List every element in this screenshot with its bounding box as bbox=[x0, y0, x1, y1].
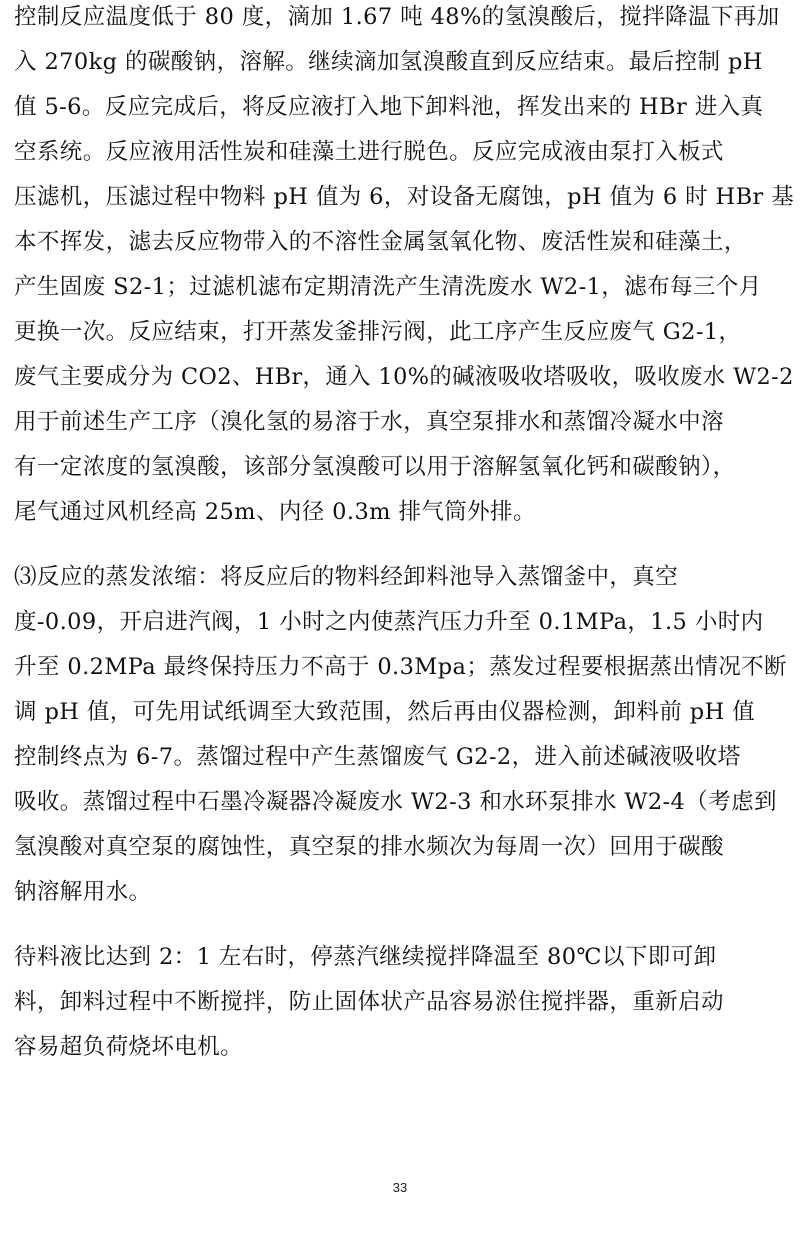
paragraph-1-line-3: 值 5-6。反应完成后，将反应液打入地下卸料池，挥发出来的 HBr 进入真 bbox=[14, 94, 764, 120]
paragraph-1-line-6: 本不挥发，滤去反应物带入的不溶性金属氢氧化物、废活性炭和硅藻土， bbox=[14, 229, 747, 255]
paragraph-1-line-11: 有一定浓度的氢溴酸，该部分氢溴酸可以用于溶解氢氧化钙和碳酸钠）， bbox=[14, 454, 736, 480]
paragraph-2-line-8: 钠溶解用水。 bbox=[14, 879, 152, 905]
paragraph-2-line-5: 控制终点为 6-7。蒸馏过程中产生蒸馏废气 G2-2，进入前述碱液吸收塔 bbox=[14, 744, 741, 770]
paragraph-3-line-2: 料，卸料过程中不断搅拌，防止固体状产品容易淤住搅拌器，重新启动 bbox=[14, 989, 724, 1015]
paragraph-2-line-4: 调 pH 值，可先用试纸调至大致范围，然后再由仪器检测，卸料前 pH 值 bbox=[14, 699, 756, 725]
paragraph-1-line-2: 入 270kg 的碳酸钠，溶解。继续滴加氢溴酸直到反应结束。最后控制 pH bbox=[14, 49, 763, 75]
paragraph-1-line-1: 控制反应温度低于 80 度，滴加 1.67 吨 48%的氢溴酸后，搅拌降温下再加 bbox=[14, 4, 780, 30]
page-number: 33 bbox=[392, 1180, 408, 1195]
paragraph-1-line-8: 更换一次。反应结束，打开蒸发釜排污阀，此工序产生反应废气 G2-1， bbox=[14, 319, 742, 345]
paragraph-1-line-9: 废气主要成分为 CO2、HBr，通入 10%的碱液吸收塔吸收，吸收废水 W2-2 bbox=[14, 364, 794, 390]
paragraph-1-line-7: 产生固废 S2-1；过滤机滤布定期清洗产生清洗废水 W2-1，滤布每三个月 bbox=[14, 274, 762, 300]
paragraph-1-line-4: 空系统。反应液用活性炭和硅藻土进行脱色。反应完成液由泵打入板式 bbox=[14, 139, 724, 165]
paragraph-1-line-12: 尾气通过风机经高 25m、内径 0.3m 排气筒外排。 bbox=[14, 499, 536, 525]
paragraph-2-line-1: ⑶反应的蒸发浓缩：将反应后的物料经卸料池导入蒸馏釜中，真空 bbox=[14, 564, 679, 590]
paragraph-2-line-2: 度-0.09，开启进汽阀，1 小时之内使蒸汽压力升至 0.1MPa，1.5 小时内 bbox=[14, 609, 764, 635]
paragraph-2-line-7: 氢溴酸对真空泵的腐蚀性，真空泵的排水频次为每周一次）回用于碳酸 bbox=[14, 834, 724, 860]
paragraph-2-line-6: 吸收。蒸馏过程中石墨冷凝器冷凝废水 W2-3 和水环泵排水 W2-4（考虑到 bbox=[14, 789, 777, 815]
paragraph-3-line-3: 容易超负荷烧坏电机。 bbox=[14, 1034, 244, 1060]
paragraph-2-line-3: 升至 0.2MPa 最终保持压力不高于 0.3Mpa；蒸发过程要根据蒸出情况不断 bbox=[14, 654, 787, 680]
paragraph-3-line-1: 待料液比达到 2：1 左右时，停蒸汽继续搅拌降温至 80℃以下即可卸 bbox=[14, 944, 717, 970]
paragraph-1-line-10: 用于前述生产工序（溴化氢的易溶于水，真空泵排水和蒸馏冷凝水中溶 bbox=[14, 409, 724, 435]
paragraph-1-line-5: 压滤机，压滤过程中物料 pH 值为 6，对设备无腐蚀，pH 值为 6 时 HBr 基 bbox=[14, 184, 795, 210]
